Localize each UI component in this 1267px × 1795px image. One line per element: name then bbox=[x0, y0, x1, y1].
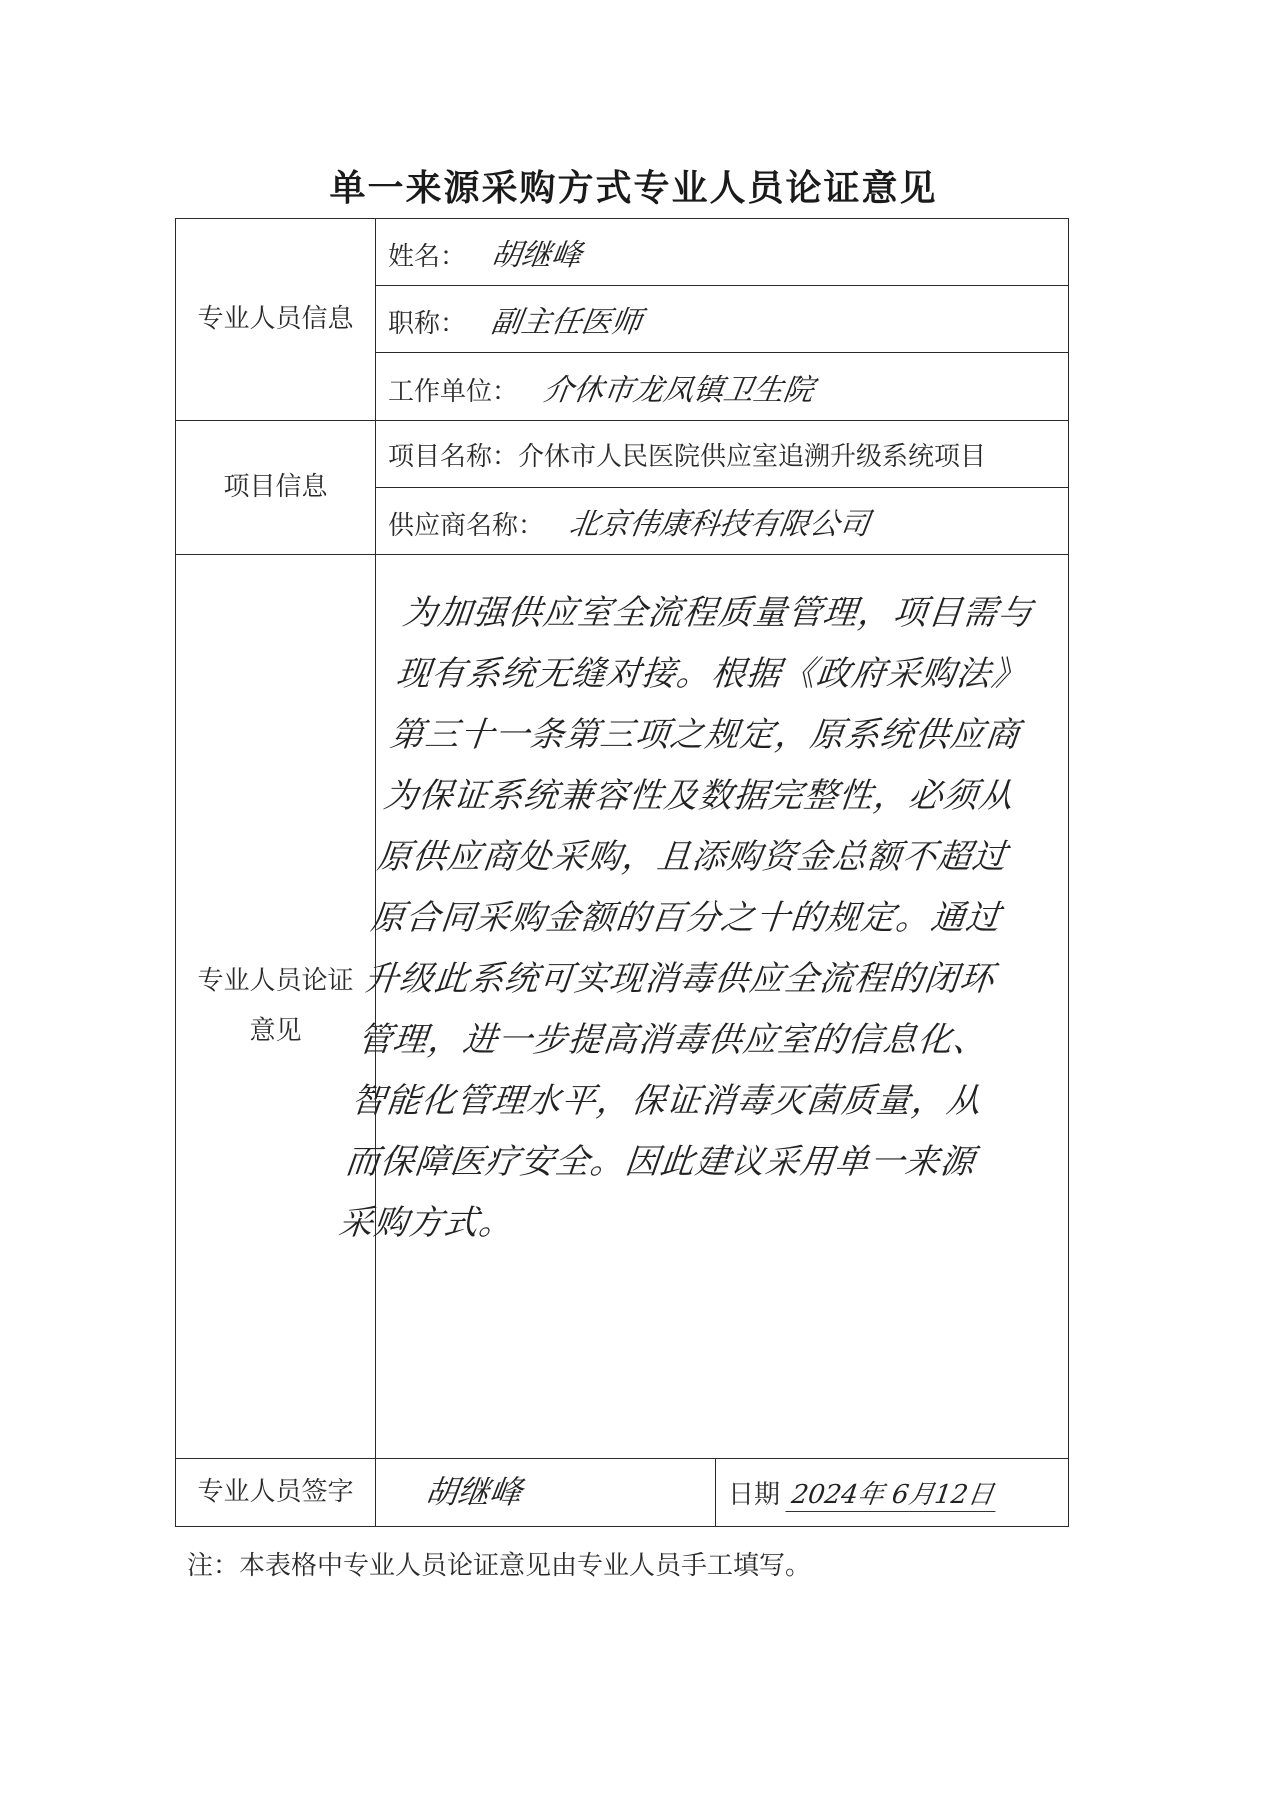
date-label: 日期 bbox=[728, 1479, 781, 1510]
signature-cell bbox=[376, 1459, 716, 1527]
name-field bbox=[376, 219, 1069, 286]
project-info-label: 项目信息 bbox=[176, 421, 376, 555]
date-cell bbox=[716, 1459, 1069, 1527]
supplier-label: 供应商名称： bbox=[388, 511, 545, 541]
name-value: 胡继峰 bbox=[489, 238, 585, 273]
signature-value: 胡继峰 bbox=[423, 1473, 525, 1511]
opinion-label-line1: 专业人员论证 bbox=[197, 966, 354, 997]
title-field bbox=[376, 286, 1069, 353]
opinion-text: 为加强供应室全流程质量管理，项目需与现有系统无缝对接。根据《政府采购法》第三十一条第三项之规定，原系统供应商为保证系统兼容性及数据完整性，必须从原供应商处采购，且添购资金总额不超过原合同采购金额的百分之十的规定。通过升级此系统可实现消毒供应全流程的闭环管理，进一步提高消毒供应室的信息化、智能化管理水平，保证消毒灭菌质量，从而保障医疗安全。因此建议采用单一来源采购方式。 bbox=[336, 593, 1035, 1243]
project-name-label: 项目名称： bbox=[388, 441, 519, 472]
signature-label: 专业人员签字 bbox=[176, 1459, 376, 1527]
opinion-cell bbox=[336, 555, 1069, 1459]
org-field bbox=[376, 353, 1069, 421]
supplier-field bbox=[376, 488, 1069, 555]
project-name-value: 介休市人民医院供应室追溯升级系统项目 bbox=[518, 441, 987, 472]
footnote: 注：本表格中专业人员论证意见由专业人员手工填写。 bbox=[187, 1551, 812, 1581]
name-label: 姓名： bbox=[388, 242, 467, 272]
supplier-value: 北京伟康科技有限公司 bbox=[567, 507, 873, 542]
page-title: 单一来源采购方式专业人员论证意见 bbox=[329, 168, 938, 209]
title-label: 职称： bbox=[388, 309, 467, 339]
title-value: 副主任医师 bbox=[489, 305, 645, 340]
project-name-field bbox=[376, 421, 1069, 488]
project-name-row bbox=[176, 421, 1069, 488]
name-row bbox=[176, 219, 1069, 286]
signature-row bbox=[176, 1459, 1069, 1527]
date-value: 2024年 6月12日 bbox=[786, 1474, 1001, 1512]
opinion-label-line2: 意见 bbox=[249, 1015, 302, 1046]
expert-info-label: 专业人员信息 bbox=[176, 219, 376, 421]
org-value: 介休市龙凤镇卫生院 bbox=[541, 372, 817, 408]
org-label: 工作单位： bbox=[388, 376, 519, 407]
opinion-row bbox=[176, 555, 1069, 1459]
opinion-label bbox=[176, 555, 376, 1459]
opinion-form-table bbox=[175, 218, 1069, 1527]
